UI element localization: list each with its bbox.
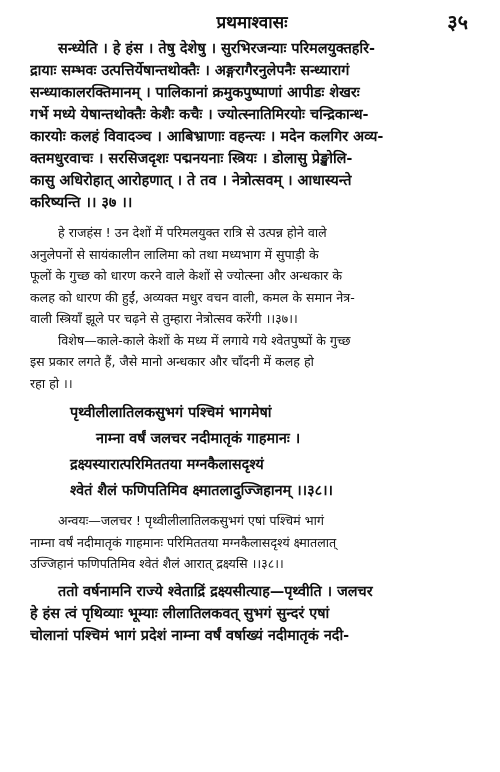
verse-line: श्वेतं शैलं फणिपतिमिव क्ष्मातलादुज्जिहानम् ।।३८।।: [70, 483, 334, 499]
text-line: करिष्यन्ति ।। ३७ ।।: [30, 195, 133, 211]
text-line: ततो वर्षनामनि राज्ये श्वेताद्रिं द्रक्ष्यसीत्याह—पृथ्वीति । जलचर: [58, 583, 373, 600]
chapter-title: प्रथमाश्वासः: [216, 13, 288, 33]
text-line: अन्वयः—जलचर ! पृथ्वीलीलातिलकसुभगं एषां पश्चिमं भागं: [58, 513, 324, 528]
verse-line: नाम्ना वर्षं जलचर नदीमातृकं गाहमानः ।: [96, 431, 301, 447]
sanskrit-commentary-38: [30, 581, 474, 647]
anvaya-38: [30, 510, 474, 575]
text-line: फूलों के गुच्छ को धारण करने वाले केशों से ज्योत्स्ना और अन्धकार के: [30, 268, 343, 283]
text-line: विशेष—काले-काले केशों के मध्य में लगाये गये श्वेतपुष्पों के गुच्छ: [58, 332, 351, 348]
text-line: हे हंस त्वं पृथिव्याः भूम्याः लीलातिलकवत् सुभगं सुन्दरं एषां: [30, 605, 330, 622]
sanskrit-commentary-37: [30, 38, 474, 214]
text-line: कासु अधिरोहात् आरोहणात् । ते तव । नेत्रोत्सवम् । आधास्यन्ते: [30, 173, 352, 189]
text-line: उज्जिहानं फणिपतिमिव श्वेतं शैलं आरात् द्रक्ष्यसि ।।३८।।: [30, 556, 284, 571]
hindi-note-37: [30, 330, 474, 395]
verse-line: द्रक्ष्यस्यारात्परिमिततया मग्नकैलासदृश्यं: [70, 457, 264, 473]
page-header: [30, 8, 474, 38]
text-line: गर्भे मध्ये येषान्तथोक्तैः केशैः कचैः । ज्योत्स्नातिमिरयोः चन्द्रिकान्ध-: [30, 107, 369, 123]
hindi-translation-37: [30, 222, 474, 330]
text-line: वाली स्त्रियाँ झूले पर चढ़ने से तुम्हारा नेत्रोत्सव करेंगी ।।३७।।: [30, 311, 298, 326]
text-line: क्तमधुरवाचः । सरसिजदृशः पद्मनयनाः स्त्रियः । डोलासु प्रेङ्खोलि-: [30, 151, 353, 167]
verse-38: [30, 400, 474, 504]
page-number: ३५: [447, 10, 468, 34]
text-line: द्रायाः सम्भवः उत्पत्तिर्येषान्तथोक्तैः । अङ्गरागैरनुलेपनैः सन्ध्यारागं: [30, 63, 350, 79]
text-line: अनुलेपनों से सायंकालीन लालिमा को तथा मध्यभाग में सुपाड़ी के: [30, 246, 319, 262]
text-line: इस प्रकार लगते हैं, जैसे मानो अन्धकार और चाँदनी में कलह हो: [30, 354, 314, 369]
text-line: नाम्ना वर्षं नदीमातृकं गाहमानः परिमिततया मग्नकैलासदृश्यं क्ष्मातलात्: [30, 534, 337, 550]
text-line: सन्ध्याकालरक्तिमानम् । पालिकानां क्रमुकपुष्पाणां आपीडः शेखरः: [30, 85, 360, 101]
text-line: कारयोः कलहं विवादञ्च । आबिभ्राणाः वहन्त्यः । मदेन कलगिर अव्य-: [30, 129, 384, 145]
verse-line: पृथ्वीलीलातिलकसुभगं पश्चिमं भागमेषां: [70, 405, 272, 421]
text-line: रहा हो ।।: [30, 375, 73, 391]
text-line: कलह को धारण की हुईं, अव्यक्त मधुर वचन वाली, कमल के समान नेत्र-: [30, 289, 355, 305]
text-line: सन्ध्येति । हे हंस । तेषु देशेषु । सुरभिरजन्याः परिमलयुक्तहरि-: [58, 41, 376, 57]
text-line: चोलानां पश्चिमं भागं प्रदेशं नाम्ना वर्षं वर्षाख्यं नदीमातृकं नदी-: [30, 627, 350, 644]
text-line: हे राजहंस ! उन देशों में परिमलयुक्त रात्रि से उत्पन्न होने वाले: [58, 225, 327, 240]
